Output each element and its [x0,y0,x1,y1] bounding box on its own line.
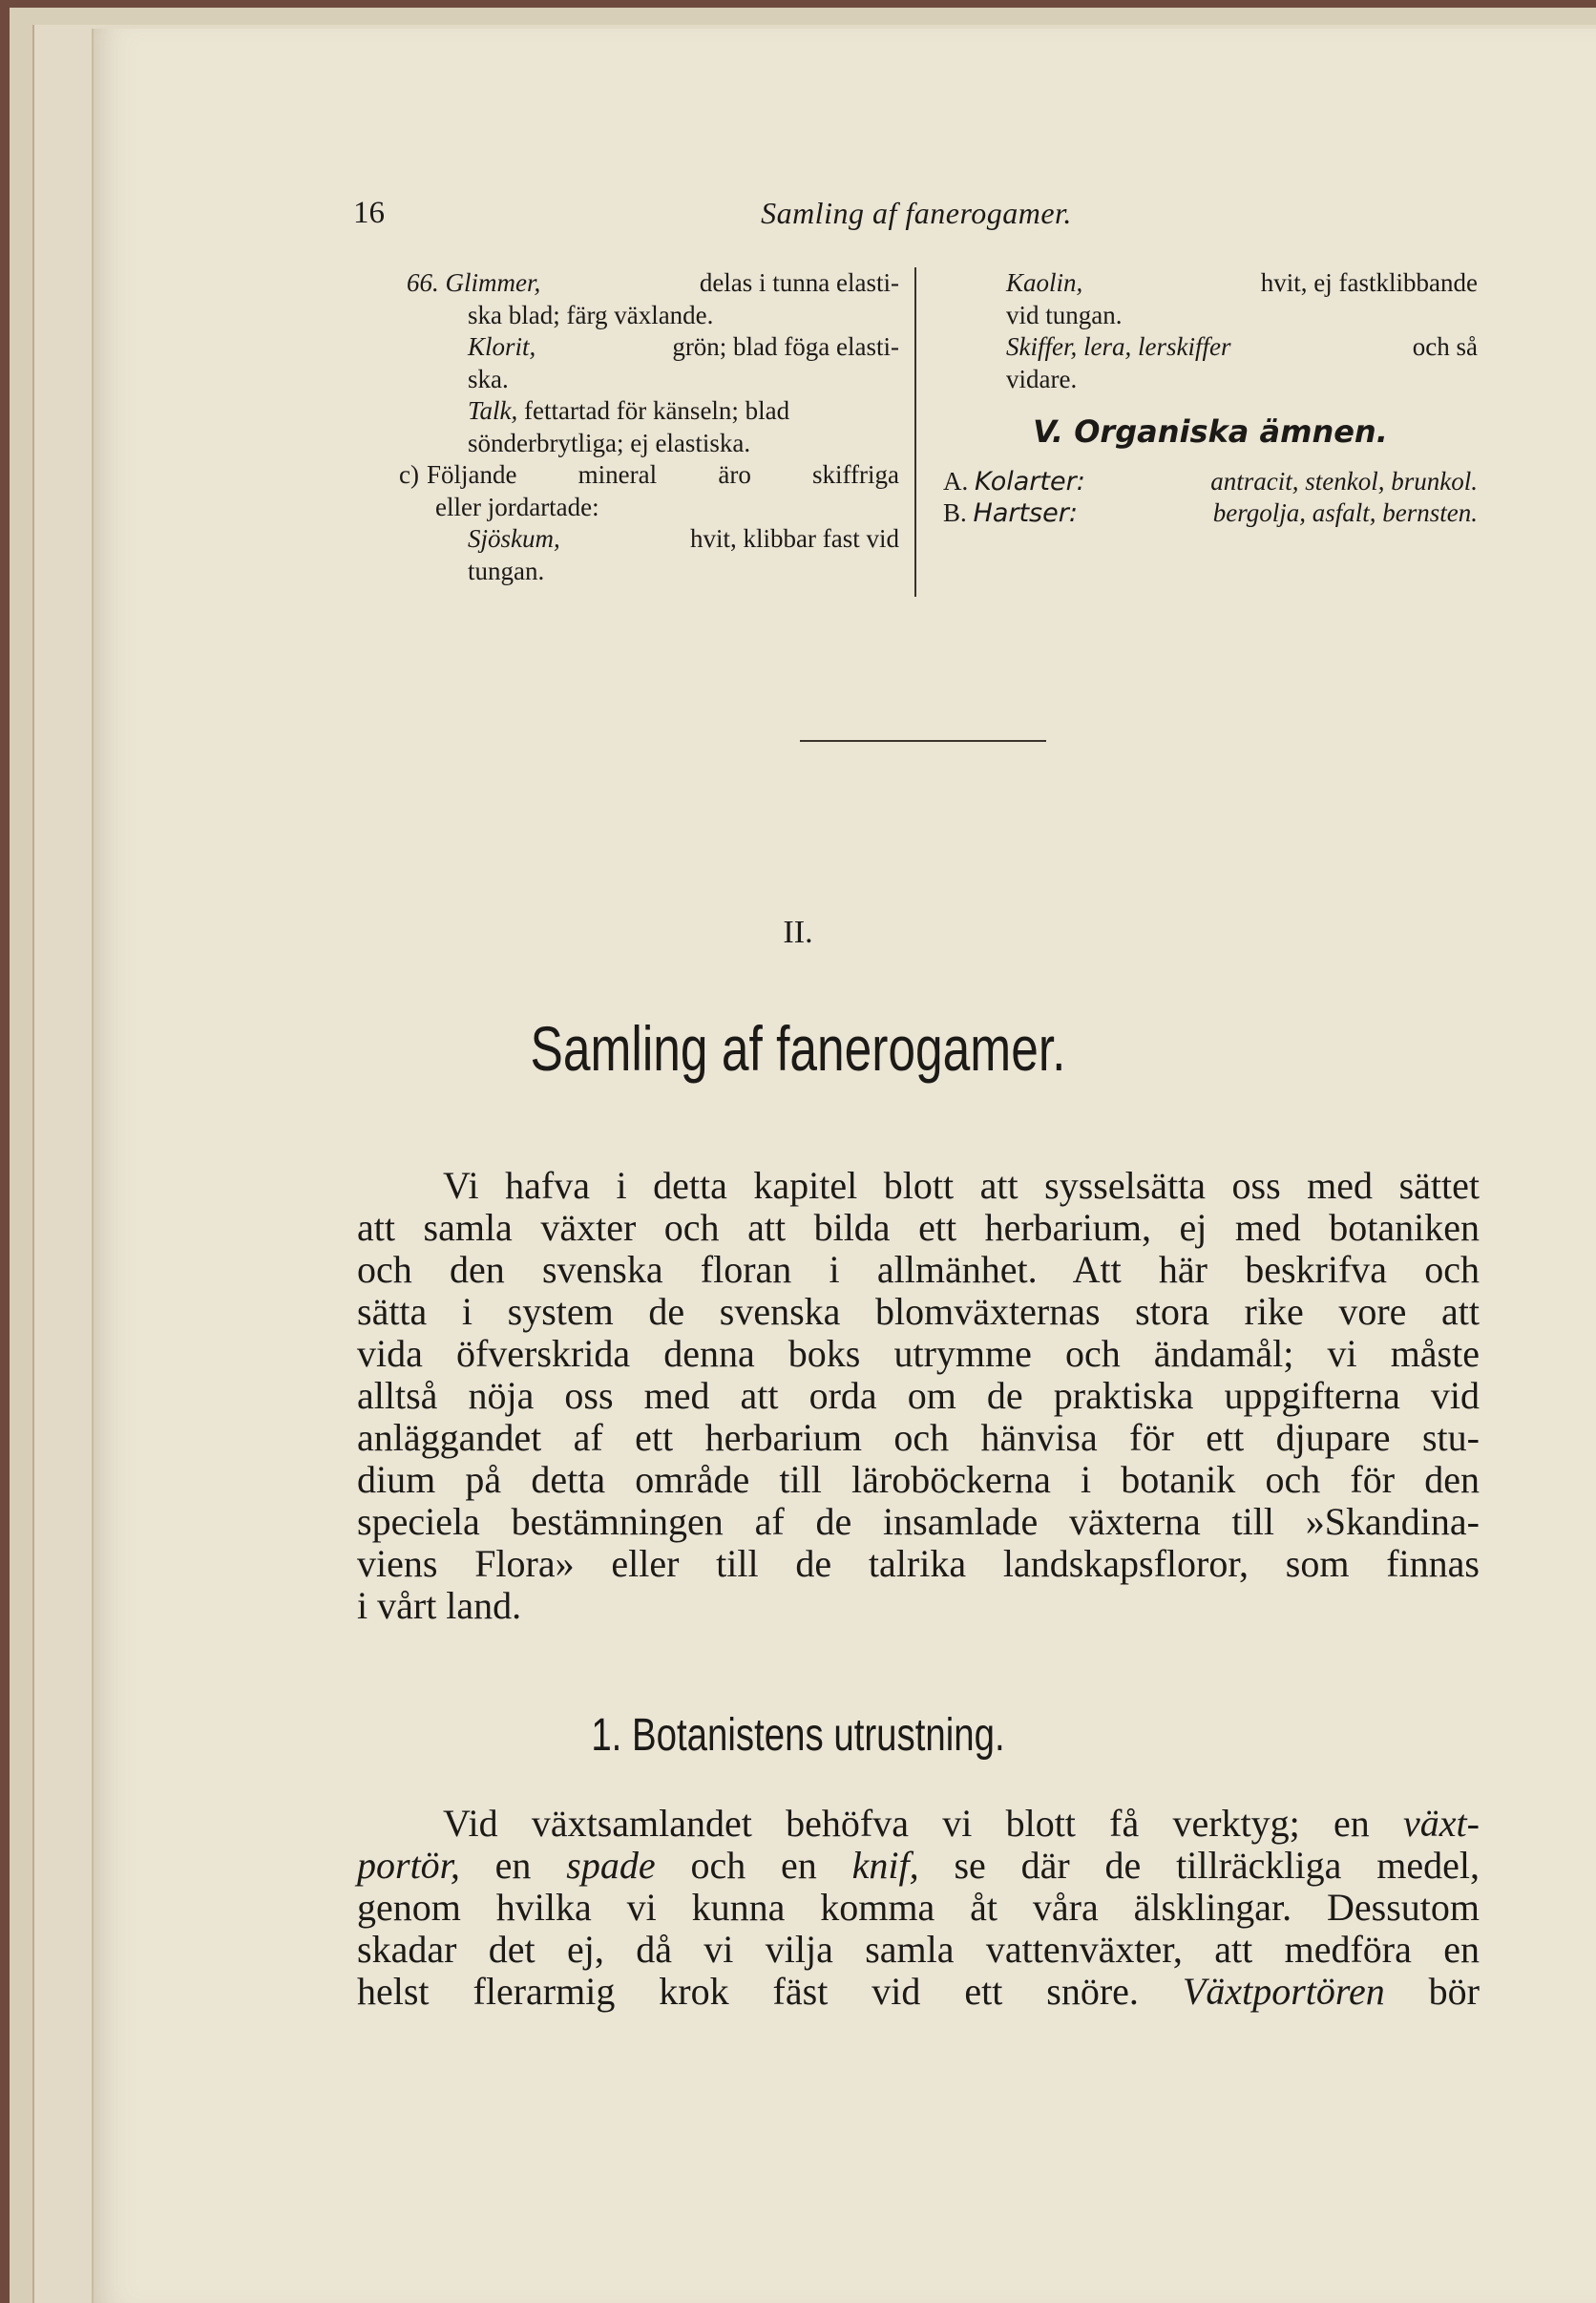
chapter-text: Vid växtsamlandet behöfva vi blott få verktyg; en [443,1802,1404,1845]
intro-paragraph [357,1165,1480,1627]
entry-text: sönderbrytliga; ej elastiska. [468,428,751,457]
chapter-text: bör [1384,1970,1480,2013]
section-numeral: V. [1033,413,1064,450]
section-title: Organiska ämnen. [1074,413,1388,450]
chapter-text-italic: växt- [1403,1802,1480,1845]
chapter-text: skadar det ej, då vi vilja samla vattenväxter, att medföra en [357,1928,1480,1971]
chapter-text: genom hvilka vi kunna komma åt våra älsklingar. Dessutom [357,1886,1480,1929]
intro-line: speciela bestämningen af de insamlade växterna till »Skandina- [357,1500,1480,1543]
intro-line: att samla växter och att bilda ett herbarium, ej med botaniken [357,1206,1480,1249]
item-letter: A. [943,466,969,496]
page-number: 16 [353,196,385,230]
entry-text: hvit, klibbar fast vid [690,524,899,553]
entry-skiffer [943,331,1478,395]
entry-text: fettartad för känseln; blad [524,396,790,425]
chapter-text-italic: portör, [357,1844,460,1887]
entry-text: tungan. [468,556,545,585]
group-c [384,459,899,523]
column-divider [914,267,916,597]
entry-text: hvit, ej fastklibbande [1260,268,1478,297]
entry-name: Skiffer, lera, lerskiffer [1006,332,1231,361]
intro-line: alltså nöja oss med att orda om de praktiska uppgifterna vid [357,1374,1480,1417]
item-label: Kolarter: [975,466,1085,497]
entry-kaolin [943,267,1478,331]
section-heading [943,413,1478,450]
section-rule [800,740,1046,742]
intro-line: vida öfverskrida denna boks utrymme och ändamål; vi måste [357,1332,1480,1375]
intro-line: viens Flora» eller till de talrika landskapsfloror, som finnas [357,1542,1480,1585]
chapter-text-italic: knif, [851,1844,919,1887]
item-hartser [943,497,1478,530]
item-letter: B. [943,498,967,527]
entry-glimmer [384,267,899,331]
entry-name: Sjöskum, [468,524,560,553]
page-header [353,196,1480,234]
running-title: Samling af fanerogamer. [761,196,1072,230]
item-text: bergolja, asfalt, bernsten. [1212,498,1478,527]
entry-text: och så [1412,332,1478,361]
left-column [384,267,899,587]
intro-line: och den svenska floran i allmänhet. Att här beskrifva och [357,1248,1480,1291]
part-title: Samling af fanerogamer. [530,1013,1066,1084]
entry-text: delas i tunna elasti- [699,268,899,297]
group-marker: c) [399,460,419,489]
entry-name: Klorit, [468,332,536,361]
group-text: eller jordartade: [435,492,599,521]
chapter-text: och en [655,1844,852,1887]
entry-text: vidare. [1006,364,1078,393]
chapter-paragraph [357,1803,1480,2013]
chapter-text-italic: spade [566,1844,656,1887]
intro-line: dium på detta område till läroböckerna i botanik och för den [357,1458,1480,1501]
entry-sjoskum [384,523,899,587]
entry-klorit [384,331,899,395]
chapter-text: se där de tillräckliga medel, [918,1844,1480,1887]
entry-text: vid tungan. [1006,300,1123,329]
chapter-text-italic: Växtportören [1182,1970,1385,2013]
entry-number: 66. [407,268,439,297]
entry-name: Talk, [468,396,518,425]
item-text: antracit, stenkol, brunkol. [1210,466,1478,496]
chapter-title: 1. Botanistens utrustning. [591,1710,1005,1761]
entry-name: Kaolin, [1006,268,1083,297]
intro-line: sätta i system de svenska blomväxternas stora rike vore att [357,1290,1480,1333]
chapter-text: en [459,1844,567,1887]
item-kolarter [943,466,1478,498]
intro-line: i vårt land. [357,1584,522,1627]
item-label: Hartser: [973,498,1078,528]
group-text: Följande mineral äro skiffriga [426,460,899,489]
right-column [943,267,1478,530]
intro-line: anläggandet af ett herbarium och hänvisa för ett djupare stu- [357,1416,1480,1459]
entry-talk [384,395,899,459]
part-number: II. [783,915,813,950]
intro-line: Vi hafva i detta kapitel blott att sysselsätta oss med sättet [443,1164,1480,1207]
entry-name: Glimmer, [445,268,541,297]
chapter-text: helst flerarmig krok fäst vid ett snöre. [357,1970,1183,2013]
entry-text: grön; blad föga elasti- [672,332,899,361]
entry-text: ska blad; färg växlande. [468,300,714,329]
entry-text: ska. [468,364,509,393]
